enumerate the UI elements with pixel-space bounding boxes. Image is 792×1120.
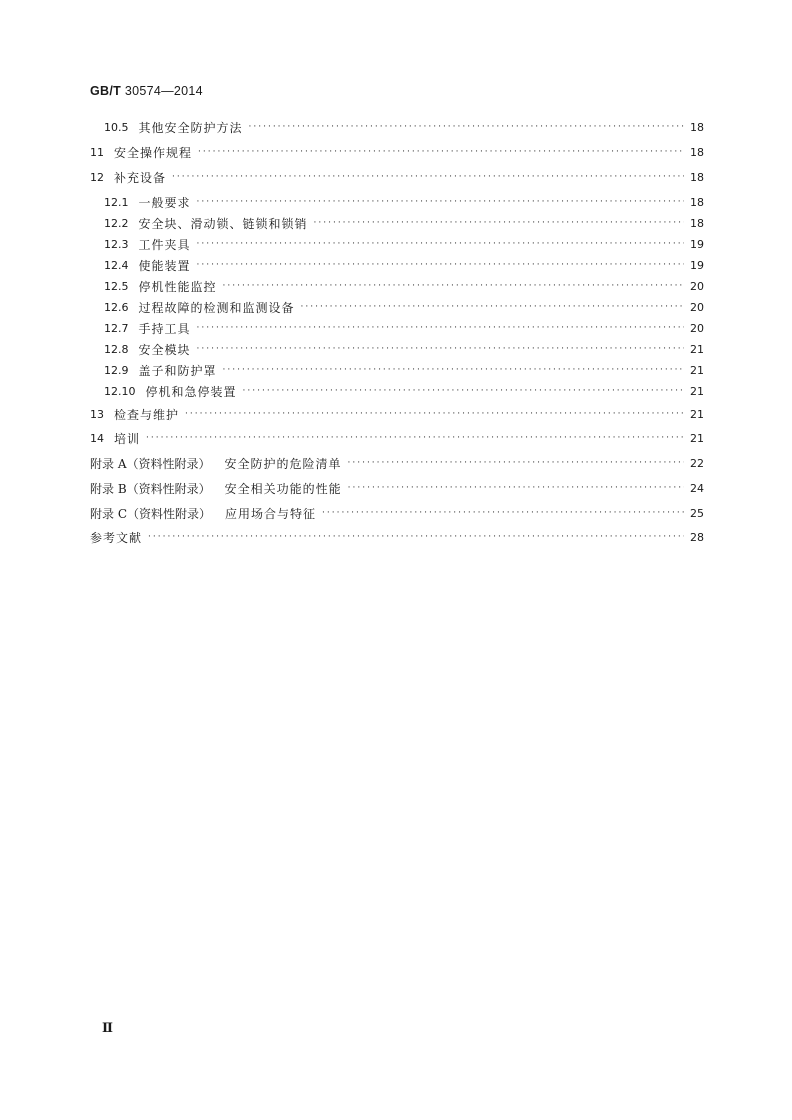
toc-leader-dots	[348, 458, 685, 468]
toc-entry-page: 18	[690, 195, 704, 209]
toc-leader-dots	[197, 323, 684, 333]
toc-entry	[104, 192, 704, 212]
toc-leader-dots	[249, 122, 684, 132]
toc-entry-number: 12.9	[104, 363, 129, 377]
toc-entry-title: 手持工具	[138, 321, 191, 336]
toc-entry-page: 20	[690, 300, 704, 314]
toc-entry-page: 18	[690, 120, 704, 134]
toc-leader-dots	[197, 239, 684, 249]
toc-leader-dots	[185, 409, 684, 419]
toc-leader-dots	[197, 344, 684, 354]
toc-leader-dots	[314, 218, 684, 228]
toc-entry	[90, 503, 704, 523]
toc-entry-title: 停机和急停装置	[145, 384, 237, 399]
document-header	[90, 84, 203, 98]
toc-entry-title: 其他安全防护方法	[138, 120, 243, 135]
toc-entry-title: 盖子和防护罩	[138, 363, 217, 378]
toc-leader-dots	[301, 302, 684, 312]
toc-entry-title: 培训	[114, 431, 141, 446]
toc-entry-page: 19	[690, 237, 704, 251]
toc-entry-title: 参考文献	[90, 530, 143, 545]
toc-entry-title: 使能装置	[138, 258, 191, 273]
toc-entry	[104, 339, 704, 359]
toc-entry	[90, 527, 704, 547]
toc-leader-dots	[197, 197, 684, 207]
toc-entry-title: 停机性能监控	[138, 279, 217, 294]
toc-entry	[104, 117, 704, 137]
toc-entry-title: 安全防护的危险清单	[224, 456, 342, 471]
toc-entry-page: 21	[690, 431, 704, 445]
toc-entry-number: 12.7	[104, 321, 129, 335]
toc-entry	[104, 234, 704, 254]
standard-code: GB/T	[90, 84, 122, 98]
toc-entry-number: 12.3	[104, 237, 129, 251]
toc-entry-page: 18	[690, 216, 704, 230]
toc-entry-page: 20	[690, 321, 704, 335]
toc-entry	[90, 142, 704, 162]
toc-entry	[104, 318, 704, 338]
toc-entry-page: 21	[690, 384, 704, 398]
toc-entry	[90, 404, 704, 424]
toc-entry-title: 安全相关功能的性能	[224, 481, 342, 496]
toc-entry-page: 21	[690, 363, 704, 377]
toc-entry	[90, 453, 704, 473]
toc-entry-title: 检查与维护	[114, 407, 180, 422]
toc-entry-number: 10.5	[104, 120, 129, 134]
toc-entry-number: 14	[90, 431, 104, 445]
toc-entry-number: 12.1	[104, 195, 129, 209]
toc-entry	[104, 276, 704, 296]
toc-entry-number: 附录 B（资料性附录）	[90, 481, 211, 496]
toc-entry-number: 11	[90, 145, 104, 159]
toc-entry-title: 安全块、滑动锁、链锁和锁销	[138, 216, 308, 231]
toc-leader-dots	[197, 260, 684, 270]
toc-entry-number: 附录 A（资料性附录）	[90, 456, 211, 471]
toc-entry	[90, 478, 704, 498]
toc-entry	[104, 381, 704, 401]
toc-leader-dots	[348, 483, 684, 493]
standard-number: 30574—2014	[124, 84, 203, 98]
toc-entry	[104, 255, 704, 275]
toc-entry-title: 补充设备	[114, 170, 167, 185]
toc-entry-page: 22	[690, 456, 704, 470]
toc-leader-dots	[322, 508, 684, 518]
toc-entry-title: 应用场合与特征	[225, 506, 317, 521]
toc-leader-dots	[243, 386, 684, 396]
toc-entry-page: 24	[690, 481, 704, 495]
toc-entry-number: 附录 C（资料性附录）	[90, 506, 211, 521]
toc-entry-number: 12.5	[104, 279, 129, 293]
toc-entry-page: 21	[690, 342, 704, 356]
toc-leader-dots	[172, 172, 684, 182]
toc-entry-number: 12.6	[104, 300, 129, 314]
toc-entry-title: 工件夹具	[138, 237, 191, 252]
toc-entry-number: 12	[90, 170, 104, 184]
toc-entry-title: 安全操作规程	[114, 145, 193, 160]
toc-leader-dots	[223, 281, 684, 291]
toc-entry-page: 21	[690, 407, 704, 421]
toc-leader-dots	[223, 365, 684, 375]
toc-leader-dots	[198, 147, 684, 157]
toc-entry-number: 12.8	[104, 342, 129, 356]
toc-entry-page: 20	[690, 279, 704, 293]
toc-entry-number: 12.10	[104, 384, 136, 398]
toc-entry	[104, 360, 704, 380]
toc-leader-dots	[146, 433, 684, 443]
page-number: Ⅱ	[102, 1021, 113, 1036]
toc-entry	[90, 428, 704, 448]
toc-entry-title: 一般要求	[138, 195, 191, 210]
toc-entry	[104, 297, 704, 317]
toc-entry	[90, 167, 704, 187]
toc-entry-number: 12.4	[104, 258, 129, 272]
toc-entry-number: 13	[90, 407, 104, 421]
toc-entry-page: 28	[690, 530, 704, 544]
toc-entry-title: 安全模块	[138, 342, 191, 357]
toc-entry-page: 19	[690, 258, 704, 272]
toc-entry-title: 过程故障的检测和监测设备	[138, 300, 295, 315]
toc-leader-dots	[148, 532, 684, 542]
toc-entry-page: 18	[690, 170, 704, 184]
toc-entry-number: 12.2	[104, 216, 129, 230]
toc-entry-page: 25	[690, 506, 704, 520]
toc-entry	[104, 213, 704, 233]
toc-entry-page: 18	[690, 145, 704, 159]
